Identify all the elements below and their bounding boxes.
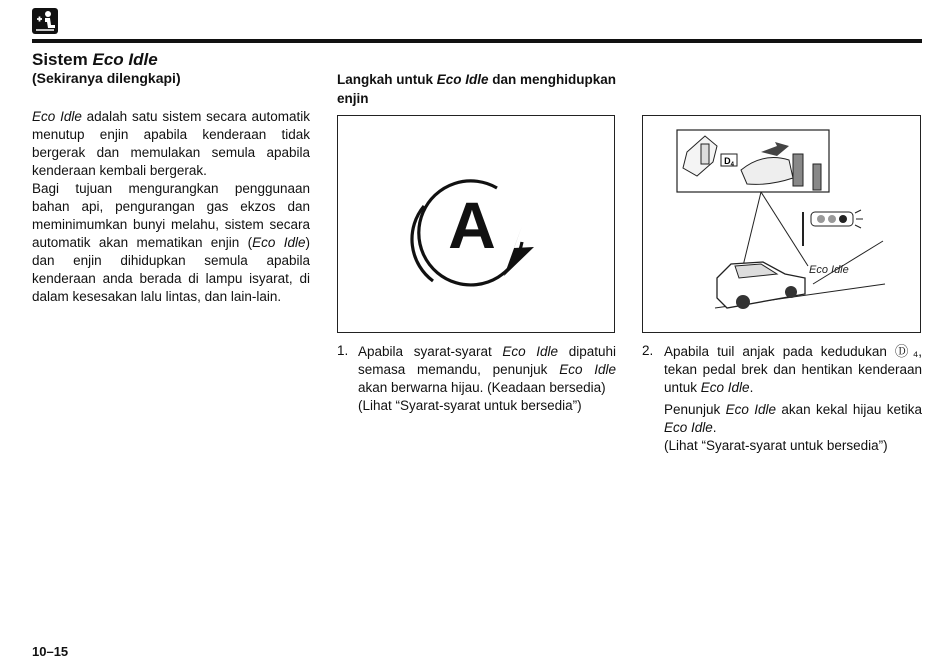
intro-paragraph-2: Bagi tujuan mengurangkan penggunaan bahan api, pengurangan gas ekzos dan meminimumkan bunyi melahu, sistem secara automatik akan mematikan enjin (Eco Idle) dan enjin dihidupkan semula apabila kenderaan anda berada di lampu isyarat, di dalam kesesakan lalu lintas, dan lain-lain. <box>32 181 310 304</box>
car-at-traffic-light-illustration <box>643 116 920 332</box>
step-2-number: 2. <box>642 343 654 358</box>
car-eco-idle-label: Eco Idle <box>809 264 849 276</box>
driver-seat-icon <box>32 8 58 34</box>
eco-idle-indicator-icon <box>338 116 614 332</box>
section-subtitle: (Sekiranya dilengkapi) <box>32 70 181 86</box>
step-1-number: 1. <box>337 343 349 358</box>
step-1-text: Apabila syarat-syarat Eco Idle dipatuhi semasa memandu, penunjuk Eco Idle akan berwarna hijau. (Keadaan bersedia) (Lihat “Syarat-syarat untuk bersedia”) <box>358 344 617 413</box>
figure-car-traffic-light <box>642 115 921 333</box>
gear-label: $D_4$ <box>724 156 734 168</box>
intro-paragraph-1: Eco Idle adalah satu sistem secara automatik menutup enjin apabila kenderaan tidak bergerak dan memulakan semula apabila kenderaan kembali bergerak. <box>32 109 310 178</box>
figure-eco-idle-indicator <box>337 115 615 333</box>
indicator-letter: A <box>448 188 496 262</box>
step-2-text: Apabila tuil anjak pada kedudukan Ⓓ₄, tekan pedal brek dan hentikan kenderaan untuk Eco Idle. Penunjuk Eco Idle akan kekal hijau ketika Eco Idle. (Lihat “Syarat-syarat untuk bersedia”) <box>664 344 923 453</box>
section-title: Sistem Eco Idle <box>32 50 158 69</box>
header-rule <box>32 39 922 43</box>
page-number: 10–15 <box>32 644 69 659</box>
step-1-reference: (Lihat “Syarat-syarat untuk bersedia”) <box>358 398 582 413</box>
step-2-reference: (Lihat “Syarat-syarat untuk bersedia”) <box>664 438 888 453</box>
steps-heading: Langkah untuk Eco Idle dan menghidupkan enjin <box>337 72 617 106</box>
